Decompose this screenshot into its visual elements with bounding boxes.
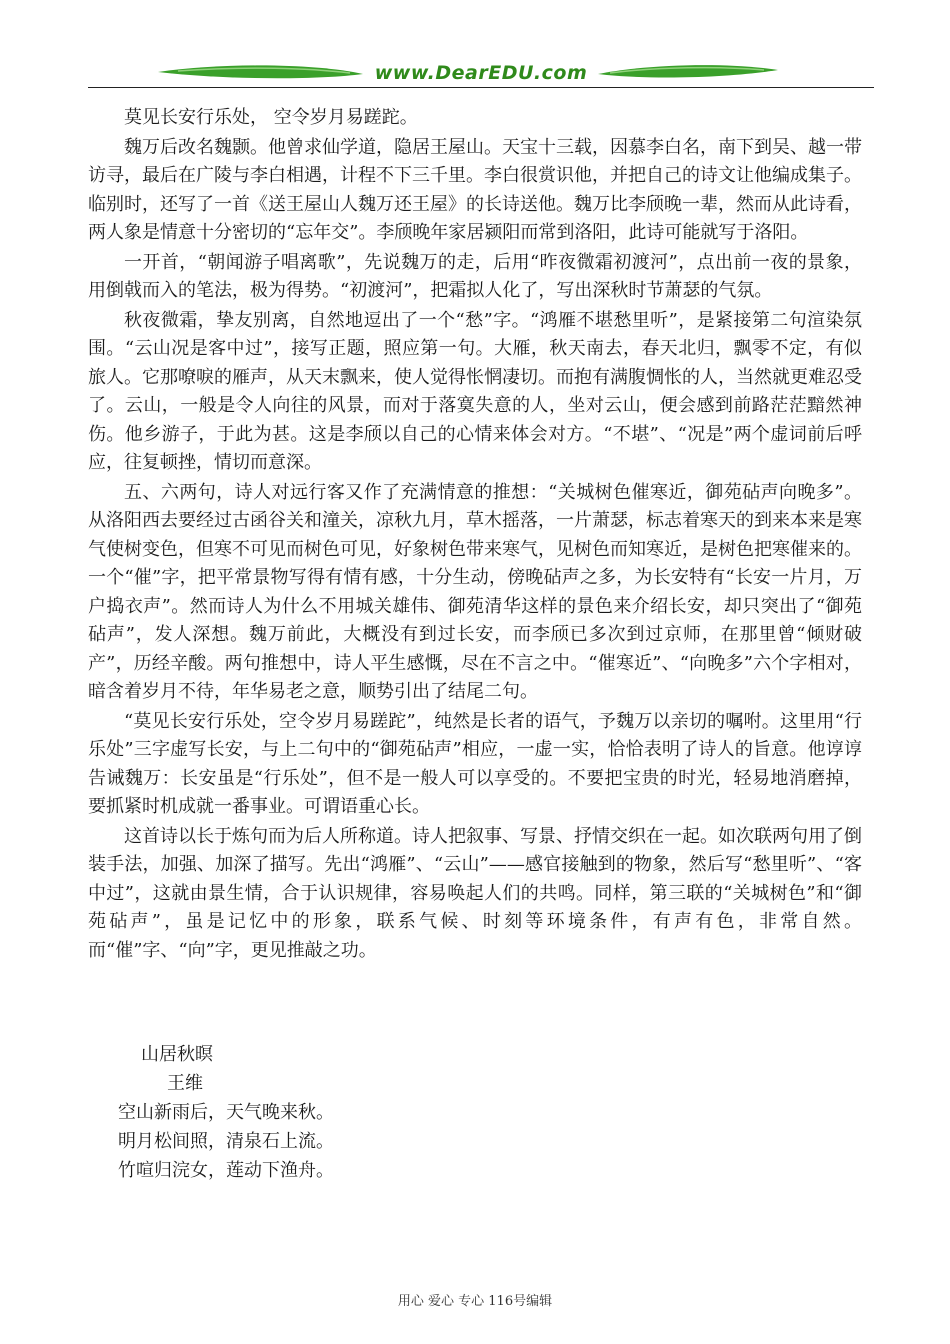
poem-line: 空山新雨后，天气晚来秋。 bbox=[118, 1102, 334, 1123]
paragraph: 秋夜微霜，挚友别离，自然地逗出了一个“愁”字。“鸿雁不堪愁里听”，是紧接第二句渲染氛围。“云山况是客中过”，接写正题，照应第一句。大雁，秋天南去，春天北归，飘零不定，有似旅人。它那嘹唳的雁声，从天末飘来，使人觉得怅惘凄切。而抱有满腹惆怅的人，当然就更难忍受了。云山，一般是令人向往的风景，而对于落寞失意的人，坐对云山，便会感到前路茫茫黯然神伤。他乡游子，于此为甚。这是李颀以自己的心情来体会对方。“不堪”、“况是”两个虚词前后呼应，往复顿挫，情切而意深。 bbox=[88, 309, 862, 473]
page-header bbox=[88, 58, 874, 88]
page-footer: 用心 爱心 专心 116号编辑 bbox=[397, 1294, 553, 1309]
paragraph: 一开首，“朝闻游子唱离歌”，先说魏万的走，后用“昨夜微霜初渡河”，点出前一夜的景象，用倒戟而入的笔法，极为得势。“初渡河”，把霜拟人化了，写出深秋时节萧瑟的气氛。 bbox=[88, 251, 862, 301]
paragraph: 这首诗以长于炼句而为后人所称道。诗人把叙事、写景、抒情交织在一起。如次联两句用了倒装手法，加强、加深了描写。先出“鸿雁”、“云山”——感官接触到的物象，然后写“愁里听”、“客中过”，这就由景生情，合于认识规律，容易唤起人们的共鸣。同样，第三联的“关城树色”和“御苑砧声”，虽是记忆中的形象，联系气候、时刻等环境条件，有声有色，非常自然。而“催”字、“向”字，更见推敲之功。 bbox=[88, 825, 862, 961]
poem-line: 明月松间照，清泉石上流。 bbox=[118, 1131, 334, 1152]
site-url[interactable]: www.DearEDU.com bbox=[374, 62, 588, 84]
paragraph: 五、六两句，诗人对远行客又作了充满情意的推想：“关城树色催寒近，御苑砧声向晚多”。从洛阳西去要经过古函谷关和潼关，凉秋九月，草木摇落，一片萧瑟，标志着寒天的到来本来是寒气使树变色，但寒不可见而树色可见，好象树色带来寒气，见树色而知寒近，是树色把寒催来的。一个“催”字，把平常景物写得有情有感，十分生动，傍晚砧声之多，为长安特有“长安一片月，万户捣衣声”。然而诗人为什么不用城关雄伟、御苑清华这样的景色来介绍长安，却只突出了“御苑砧声”，发人深想。魏万前此，大概没有到过长安，而李颀已多次到过京师，在那里曾“倾财破产”，历经辛酸。两句推想中，诗人平生感慨，尽在不言之中。“催寒近”、“向晚多”六个字相对，暗含着岁月不待，年华易老之意，顺势引出了结尾二句。 bbox=[88, 481, 862, 702]
poem-title: 山居秋暝 bbox=[141, 1044, 213, 1065]
paragraph: 魏万后改名魏颢。他曾求仙学道，隐居王屋山。天宝十三载，因慕李白名，南下到吴、越一带访寻，最后在广陵与李白相遇，计程不下三千里。李白很赏识他，并把自己的诗文让他编成集子。临别时，还写了一首《送王屋山人魏万还王屋》的长诗送他。魏万比李颀晚一辈，然而从此诗看，两人象是情意十分密切的“忘年交”。李颀晚年家居颍阳而常到洛阳，此诗可能就写于洛阳。 bbox=[88, 136, 862, 243]
header-divider bbox=[88, 87, 874, 88]
paragraph: “莫见长安行乐处，空令岁月易蹉跎”，纯然是长者的语气，予魏万以亲切的嘱咐。这里用“行乐处”三字虚写长安，与上二句中的“御苑砧声”相应，一虚一实，恰恰表明了诗人的旨意。他谆谆告诫魏万：长安虽是“行乐处”，但不是一般人可以享受的。不要把宝贵的时光，轻易地消磨掉，要抓紧时机成就一番事业。可谓语重心长。 bbox=[88, 710, 862, 817]
poem-author: 王维 bbox=[167, 1073, 203, 1094]
article-body bbox=[88, 104, 862, 966]
paragraph: 莫见长安行乐处， 空令岁月易蹉跎。 bbox=[124, 107, 418, 128]
poem-lines bbox=[118, 1098, 334, 1185]
poem-line: 竹喧归浣女，莲动下渔舟。 bbox=[118, 1160, 334, 1181]
